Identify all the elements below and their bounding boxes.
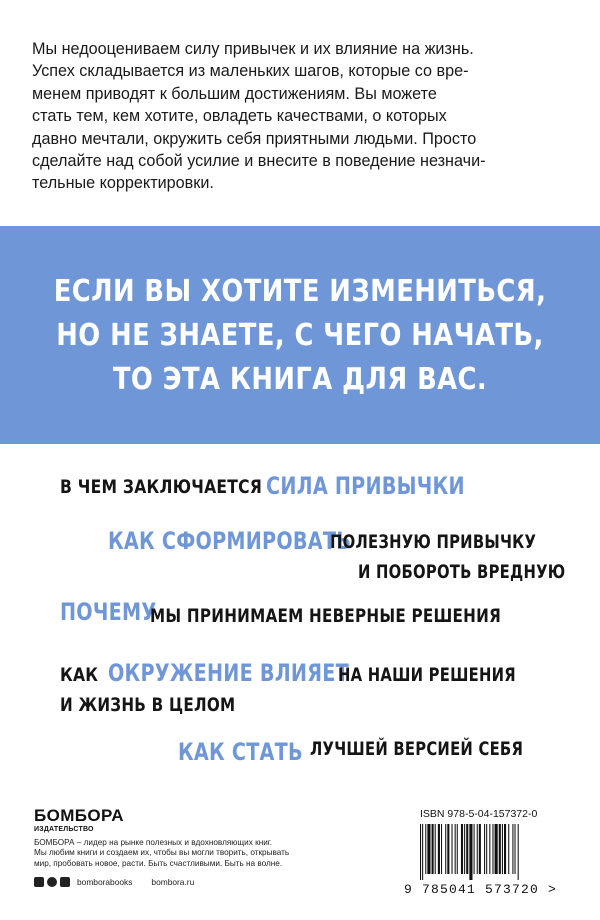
barcode-bar <box>438 824 440 874</box>
headline-banner <box>0 226 600 444</box>
barcode-bar <box>445 824 446 874</box>
barcode-bar <box>477 824 478 874</box>
barcode-number: 9 785041 573720 > <box>404 882 558 897</box>
barcode-bar <box>452 824 453 874</box>
feature-highlight: ПОЧЕМУ <box>60 598 157 626</box>
feature-highlight: ОКРУЖЕНИЕ ВЛИЯЕТ <box>108 659 349 687</box>
feature-highlight: КАК СФОРМИРОВАТЬ <box>108 527 352 555</box>
feature-highlight: СИЛА ПРИВЫЧКИ <box>266 472 465 500</box>
blurb-line: мир, пробовать новое, расти. Быть счастливыми. Быть на волне. <box>34 858 283 868</box>
barcode-bar <box>427 824 430 874</box>
barcode-bar <box>425 824 426 874</box>
odnoklassniki-icon[interactable] <box>60 877 70 887</box>
feature-item <box>330 531 594 553</box>
publisher-blurb <box>34 838 324 869</box>
barcode-bar <box>457 824 458 874</box>
social-handle[interactable]: bomborabooks <box>77 877 133 887</box>
vk-icon[interactable] <box>34 877 44 887</box>
intro-paragraph <box>32 38 568 195</box>
intro-line: стать тем, кем хотите, овладеть качествами, о которых <box>32 107 447 126</box>
banner-line: НО НЕ ЗНАЕТЕ, С ЧЕГО НАЧАТЬ, <box>56 318 544 353</box>
intro-line: менем приводят к большим достижениям. Вы можете <box>32 84 437 103</box>
social-links <box>34 876 194 888</box>
publisher-subtitle: ИЗДАТЕЛЬСТВО <box>34 826 94 833</box>
publisher-logo: БОМБОРА <box>34 806 124 825</box>
barcode-bar <box>441 824 442 874</box>
feature-text: КАК <box>60 664 99 686</box>
feature-item <box>150 605 589 627</box>
feature-item <box>266 472 514 500</box>
intro-line: тельные корректировки. <box>32 174 214 193</box>
barcode-bar <box>464 824 465 874</box>
feature-item <box>60 694 279 716</box>
feature-text: И ЖИЗНЬ В ЦЕЛОМ <box>60 694 236 716</box>
barcode-bar <box>492 824 493 874</box>
website-link[interactable]: bombora.ru <box>151 877 195 887</box>
barcode-bar <box>447 824 449 874</box>
barcode-bar <box>420 824 421 880</box>
banner-line: ЕСЛИ ВЫ ХОТИТЕ ИЗМЕНИТЬСЯ, <box>53 274 547 309</box>
blurb-line: БОМБОРА – лидер на рынке полезных и вдохновляющих книг. <box>34 838 273 847</box>
blurb-line: Мы любим книги и создаем их, чтобы вы могли творить, открывать <box>34 848 290 858</box>
barcode-bar <box>474 824 475 874</box>
barcode-bar <box>518 824 519 880</box>
feature-item <box>358 561 600 583</box>
barcode-bar <box>515 824 516 874</box>
feature-text: НА НАШИ РЕШЕНИЯ <box>338 664 516 686</box>
isbn-label: ISBN 978-5-04-157372-0 <box>420 808 538 820</box>
intro-line: Успех складывается из маленьких шагов, которые со вре- <box>32 62 469 81</box>
feature-text: МЫ ПРИНИМАЕМ НЕВЕРНЫЕ РЕШЕНИЯ <box>150 605 502 627</box>
barcode-bar <box>479 824 481 874</box>
barcode-bar <box>502 824 503 874</box>
barcode-bar <box>512 824 513 874</box>
barcode-bar <box>495 824 498 874</box>
facebook-icon[interactable] <box>47 877 57 887</box>
barcode <box>418 824 568 880</box>
feature-highlight: КАК СТАТЬ <box>178 738 303 766</box>
feature-text: И ПОБОРОТЬ ВРЕДНУЮ <box>358 561 566 583</box>
barcode-bar <box>422 824 423 880</box>
intro-line: Мы недооцениваем силу привычек и их влияние на жизнь. <box>32 40 474 58</box>
banner-line: ТО ЭТА КНИГА ДЛЯ ВАС. <box>112 362 488 397</box>
barcode-bar <box>435 824 436 874</box>
barcode-bar <box>489 824 490 874</box>
feature-item <box>310 738 583 760</box>
barcode-bar <box>499 824 501 874</box>
barcode-bar <box>486 824 487 874</box>
intro-line: давно мечтали, окружить себя приятными людьми. Просто <box>32 129 477 148</box>
barcode-bar <box>484 824 485 874</box>
barcode-bar <box>432 824 434 874</box>
barcode-bar <box>508 824 509 874</box>
feature-item <box>60 664 107 686</box>
barcode-bar <box>504 824 506 874</box>
barcode-bar <box>466 824 468 874</box>
barcode-bar <box>461 824 463 874</box>
feature-text: В ЧЕМ ЗАКЛЮЧАЕТСЯ <box>60 476 263 498</box>
feature-text: ЛУЧШЕЙ ВЕРСИЕЙ СЕБЯ <box>310 738 524 760</box>
feature-item <box>338 664 566 686</box>
intro-line: сделайте над собой усилие и внесите в поведение незначи- <box>32 152 486 171</box>
barcode-bar <box>469 824 472 880</box>
barcode-bar <box>455 824 456 874</box>
feature-text: ПОЛЕЗНУЮ ПРИВЫЧКУ <box>330 531 537 553</box>
